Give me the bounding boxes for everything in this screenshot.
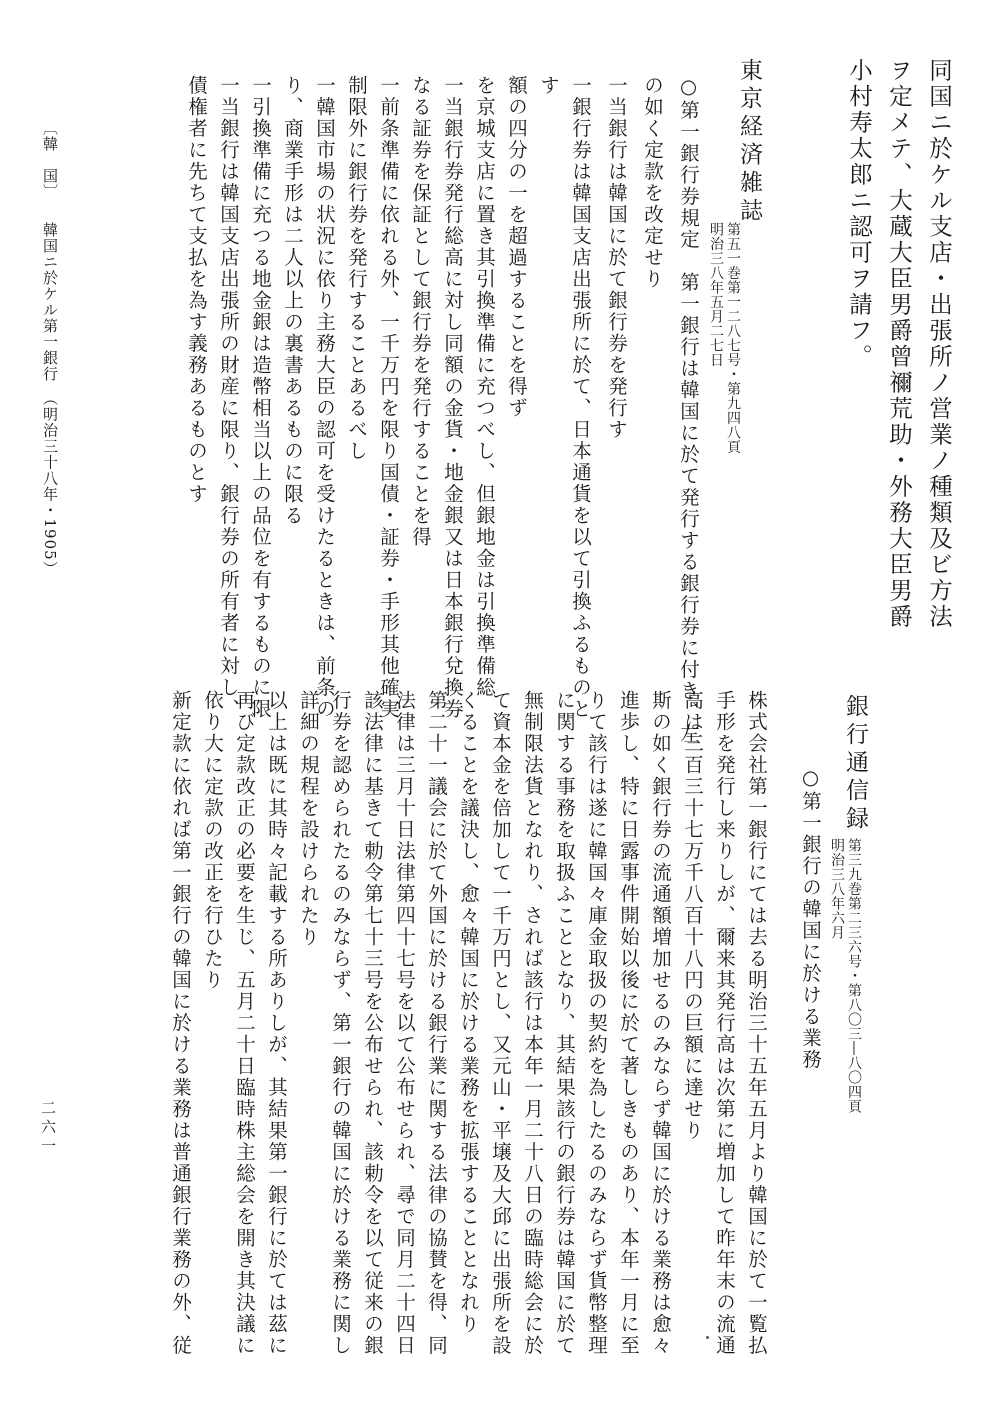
body-line: 制限外に銀行券を発行することあるべし xyxy=(345,75,368,462)
body-line: 以上は既に其時々記載する所ありしが、其結果第一銀行に於ては茲に xyxy=(265,690,288,1357)
body-line: 新定款に依れば第一銀行の韓国に於ける業務は普通銀行業務の外、従 xyxy=(169,690,192,1357)
body-line: 依り大に定款の改正を行ひたり xyxy=(201,690,224,991)
body-line: りて該行は遂に韓国々庫金取扱の契約を為したるのみならず貨幣整理 xyxy=(585,690,608,1357)
body-line: 株式会社第一銀行にては去る明治三十五年五月より韓国に於て一覧払 xyxy=(745,690,768,1357)
body-line: を京城支店に置き其引換準備に充つべし、但銀地金は引換準備総 xyxy=(473,75,496,699)
body-line: 一当銀行券発行総高に対し同額の金貨・地金銀又は日本銀行兌換券 xyxy=(441,75,464,720)
ink-speck xyxy=(706,1336,709,1339)
body-line: 一銀行券は韓国支店出張所に於て、日本通貨を以て引換ふるものと xyxy=(569,75,592,720)
source-title: 東京経済雑誌 xyxy=(736,58,762,226)
body-line: 進歩し、特に日露事件開始以後に於て著しきものあり、本年一月に至 xyxy=(617,690,640,1357)
body-line: り、商業手形は二人以上の裏書あるものに限る xyxy=(281,75,304,527)
running-title: 韓国ニ於ケル第一銀行 （明治三十八年・1905） xyxy=(41,222,59,577)
body-line: くることを議決し、愈々韓国に於ける業務を拡張することとなれり xyxy=(457,690,480,1335)
body-line: 詳細の規程を設けられたり xyxy=(297,690,320,948)
body-line: ○第一銀行券規定 第一銀行は韓国に於て発行する銀行券に付き、左 xyxy=(677,75,700,745)
body-line: 一引換準備に充つる地金銀は造幣相当以上の品位を有するものに限 xyxy=(249,75,272,720)
body-line: て資本金を倍加して一千万円とし、又元山・平壌及大邱に出張所を設 xyxy=(489,690,512,1357)
heading-line-1: 同国ニ於ケル支店・出張所ノ営業ノ種類及ビ方法 xyxy=(925,58,953,630)
body-line: 第二十一議会に於て外国に於ける銀行業に関する法律の協賛を得、同 xyxy=(425,690,448,1357)
body-line: 手形を発行し来りしが、爾来其発行高は次第に増加して昨年末の流通 xyxy=(713,690,736,1357)
body-line: 再び定款改正の必要を生じ、五月二十日臨時株主総会を開き其決議に xyxy=(233,690,256,1357)
body-line: 高は三百三十七万千八百十八円の巨額に達せり xyxy=(681,690,704,1142)
body-line: 債権者に先ちて支払を為す義務あるものとす xyxy=(185,75,208,505)
body-line: 一韓国市場の状況に依り主務大臣の認可を受けたるときは、前条の xyxy=(313,75,336,720)
body-line: 該法律に基きて勅令第七十三号を公布せられ、該勅令を以て従来の銀 xyxy=(361,690,384,1357)
body-line: 一前条準備に依れる外、一千万円を限り国債・証券・手形其他確実 xyxy=(377,75,400,720)
page-number: 二六一 xyxy=(39,1100,57,1157)
body-line: 無制限法貨となれり、されば該行は本年一月二十八日の臨時総会に於 xyxy=(521,690,544,1357)
body-line: の如く定款を改定せり xyxy=(641,75,664,290)
body-line: 一当銀行は韓国に於て銀行券を発行す xyxy=(605,75,628,441)
heading-line-2: ヲ定メテ、大蔵大臣男爵曾禰荒助・外務大臣男爵 xyxy=(885,58,913,630)
source-title: 銀行通信録 xyxy=(842,694,868,834)
body-line: 斯の如く銀行券の流通額増加せるのみならず韓国に於ける業務は愈々 xyxy=(649,690,672,1357)
source-citation-line-1: 第三九巻第二三六号・第八〇三―八〇四頁 xyxy=(846,838,862,1114)
article-title: ○第一銀行の韓国に於ける業務 xyxy=(799,766,822,1071)
source-citation-line-2: 明治三八年五月二七日 xyxy=(708,222,724,367)
body-line: 行券を認められたるのみならず、第一銀行の韓国に於ける業務に関し xyxy=(329,690,352,1357)
body-line: 一当銀行は韓国支店出張所の財産に限り、銀行券の所有者に対し、 xyxy=(217,75,240,720)
body-line: す xyxy=(537,75,560,97)
heading-line-3: 小村寿太郎ニ認可ヲ請フ。 xyxy=(845,58,873,370)
section-tag: 〔韓 国〕 xyxy=(41,120,59,200)
source-citation-line-1: 第五一巻第一二八七号・第九四八頁 xyxy=(725,222,741,454)
body-line: 法律は三月十日法律第四十七号を以て公布せられ、尋で同月二十四日 xyxy=(393,690,416,1357)
body-line: 額の四分の一を超過することを得ず xyxy=(505,75,528,419)
body-line: に関する事務を取扱ふこととなり、其結果該行の銀行券は韓国に於て xyxy=(553,690,576,1357)
body-line: なる証券を保証として銀行券を発行することを得 xyxy=(409,75,432,548)
source-citation-line-2: 明治三八年六月 xyxy=(829,838,845,940)
